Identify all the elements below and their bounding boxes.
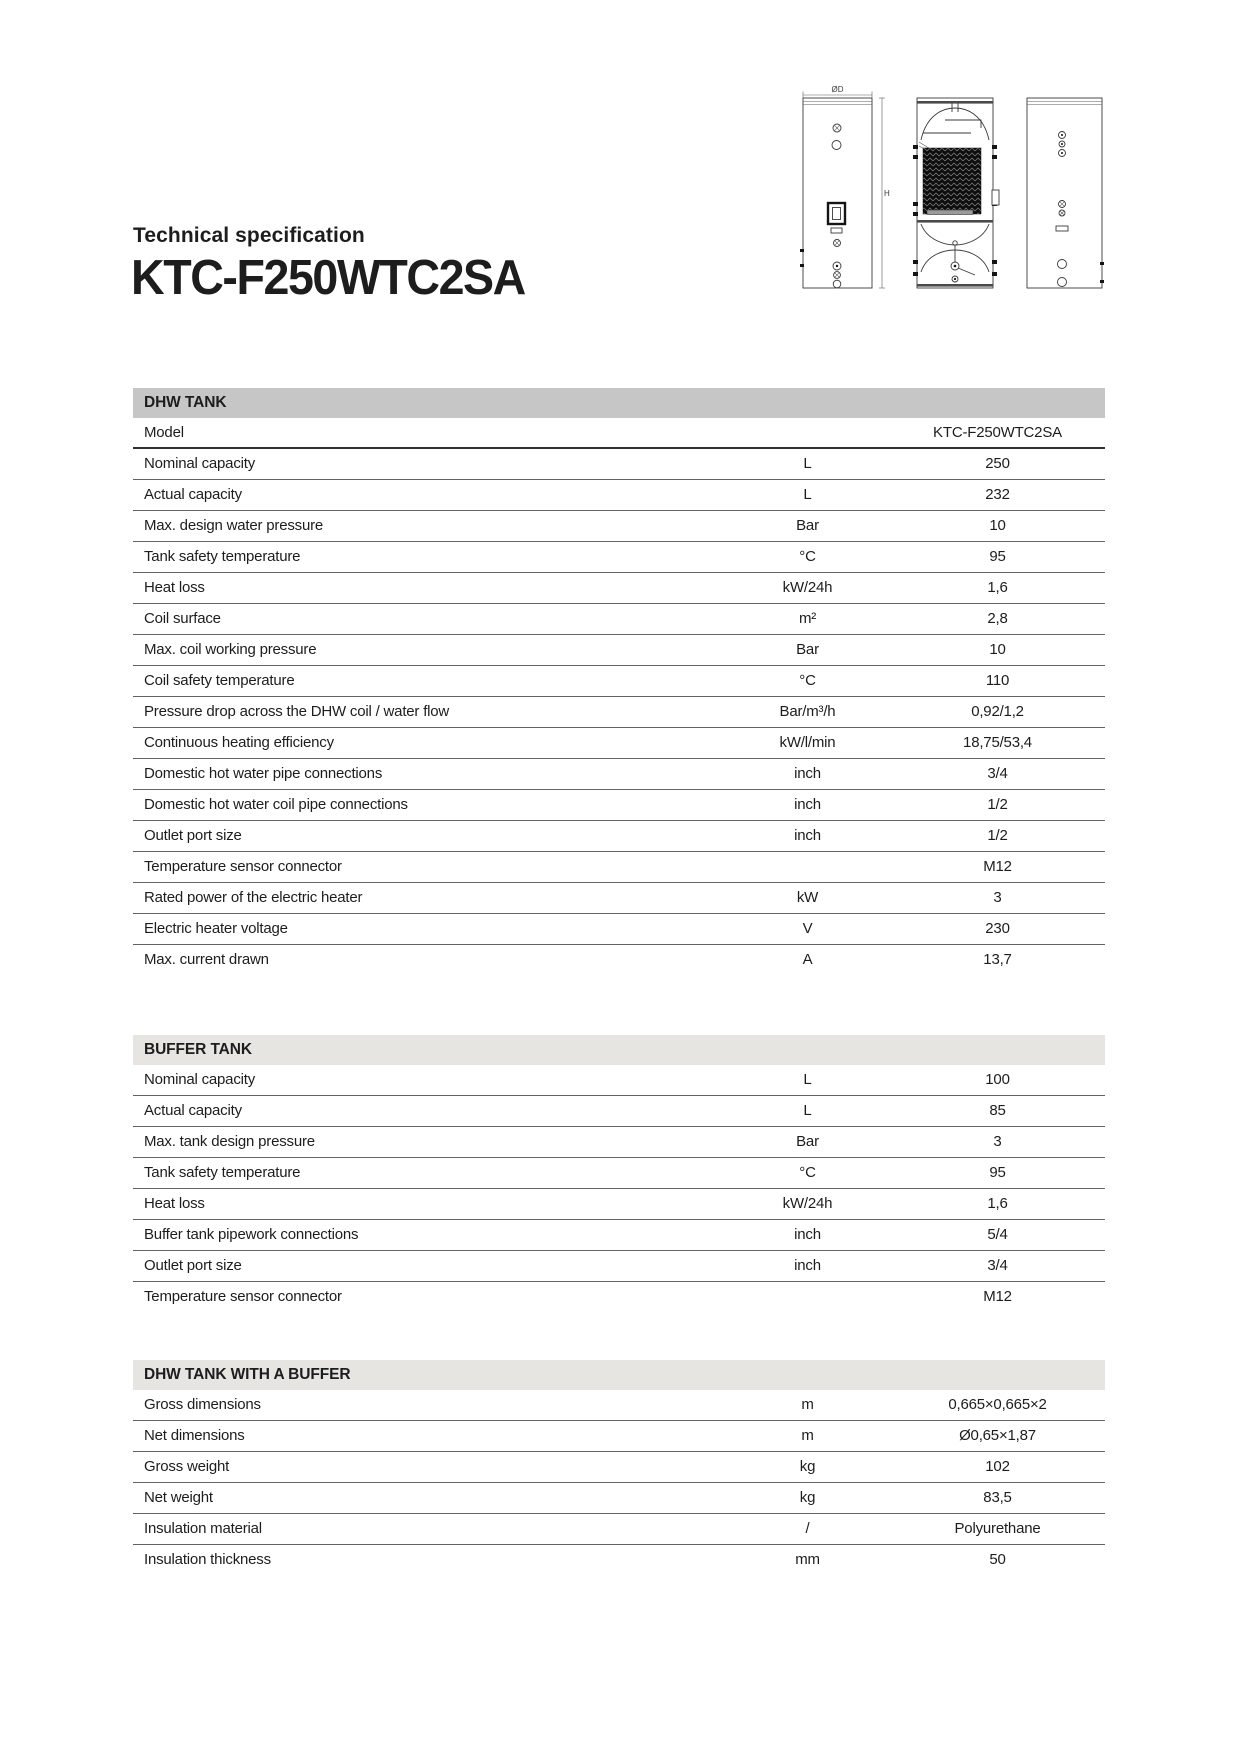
cell-unit: kW/l/min <box>779 734 836 751</box>
cell-unit: L <box>803 455 812 472</box>
cell-value: 1,6 <box>987 579 1008 596</box>
cell-unit <box>725 1282 890 1313</box>
cell-unit: °C <box>799 672 816 689</box>
cell-unit: Bar <box>796 641 819 658</box>
cell-name: Pressure drop across the DHW coil / water flow <box>144 703 450 720</box>
cell-name: Insulation thickness <box>144 1551 271 1568</box>
cell-value: 50 <box>989 1551 1006 1568</box>
table-header: DHW TANK <box>133 388 1105 418</box>
cell-name: Max. design water pressure <box>144 517 324 534</box>
cell-name: Buffer tank pipework connections <box>144 1226 359 1243</box>
cell-name: Electric heater voltage <box>144 920 288 937</box>
cell-value: 0,665×0,665×2 <box>948 1396 1047 1413</box>
cell-unit: / <box>805 1520 810 1537</box>
cell-unit: mm <box>795 1551 820 1568</box>
tank-rear-view <box>1027 98 1104 288</box>
table-row <box>133 418 1105 449</box>
cell-name: Nominal capacity <box>144 455 256 472</box>
cell-value: 2,8 <box>987 610 1008 627</box>
cell-name: Max. tank design pressure <box>144 1133 315 1150</box>
table-row <box>133 480 1105 511</box>
cell-value: 18,75/53,4 <box>963 734 1032 751</box>
table-row <box>133 914 1105 945</box>
tank-front-view <box>800 85 890 288</box>
cell-value: 5/4 <box>987 1226 1008 1243</box>
table-row <box>133 1545 1105 1576</box>
cell-name: Coil safety temperature <box>144 672 295 689</box>
cell-unit: Bar <box>796 1133 819 1150</box>
table-row <box>133 1251 1105 1282</box>
page-title: KTC-F250WTC2SA <box>131 251 525 305</box>
cell-unit <box>725 852 890 882</box>
cell-name: Insulation material <box>144 1520 262 1537</box>
table-row <box>133 790 1105 821</box>
table-row <box>133 1189 1105 1220</box>
table-row <box>133 1065 1105 1096</box>
cell-value: 85 <box>989 1102 1006 1119</box>
cell-unit: kW <box>796 889 819 906</box>
cell-name: Domestic hot water pipe connections <box>144 765 383 782</box>
cell-value: Ø0,65×1,87 <box>959 1427 1036 1444</box>
table-row <box>133 604 1105 635</box>
table-header: BUFFER TANK <box>133 1035 1105 1065</box>
table-row <box>133 1282 1105 1313</box>
cell-unit: L <box>803 1102 812 1119</box>
cell-name: Domestic hot water coil pipe connections <box>144 796 408 813</box>
cell-unit: m <box>801 1427 814 1444</box>
table-row <box>133 883 1105 914</box>
cell-unit: kg <box>799 1458 816 1475</box>
cell-value: M12 <box>983 858 1012 875</box>
cell-name: Temperature sensor connector <box>144 858 342 875</box>
cell-unit: V <box>802 920 813 937</box>
cell-name: Heat loss <box>144 579 205 596</box>
table-section <box>133 388 1105 976</box>
table-section <box>133 1360 1105 1576</box>
table-row <box>133 666 1105 697</box>
table-row <box>133 449 1105 480</box>
cell-name: Continuous heating efficiency <box>144 734 334 751</box>
table-row <box>133 852 1105 883</box>
table-row <box>133 1483 1105 1514</box>
table-row <box>133 1452 1105 1483</box>
cell-value: Polyurethane <box>954 1520 1041 1537</box>
cell-unit: L <box>803 1071 812 1088</box>
table-row <box>133 1390 1105 1421</box>
cell-unit: inch <box>794 765 821 782</box>
cell-name: Coil surface <box>144 610 221 627</box>
cell-unit <box>725 418 890 447</box>
table-row <box>133 1158 1105 1189</box>
cell-unit: °C <box>799 548 816 565</box>
cell-value: 230 <box>985 920 1010 937</box>
table-row <box>133 759 1105 790</box>
table-row <box>133 1421 1105 1452</box>
cell-value: 1/2 <box>987 827 1008 844</box>
diameter-dimension-label: ØD <box>831 85 844 94</box>
cell-value: 3/4 <box>987 1257 1008 1274</box>
spec-tables <box>133 388 1105 1576</box>
cell-value: 250 <box>985 455 1010 472</box>
cell-unit: A <box>802 951 813 968</box>
cell-name: Actual capacity <box>144 486 242 503</box>
cell-name: Gross weight <box>144 1458 230 1475</box>
cell-name: Rated power of the electric heater <box>144 889 363 906</box>
cell-unit: inch <box>794 827 821 844</box>
cell-name: Temperature sensor connector <box>144 1288 342 1305</box>
table-row <box>133 821 1105 852</box>
table-row <box>133 1514 1105 1545</box>
cell-unit: inch <box>794 1257 821 1274</box>
cell-name: Nominal capacity <box>144 1071 256 1088</box>
cell-unit: kW/24h <box>782 1195 833 1212</box>
cell-name: Max. current drawn <box>144 951 269 968</box>
cell-name: Model <box>144 424 184 441</box>
cell-unit: m² <box>798 610 817 627</box>
cell-value: M12 <box>983 1288 1012 1305</box>
cell-name: Max. coil working pressure <box>144 641 317 658</box>
cell-name: Actual capacity <box>144 1102 242 1119</box>
cell-value: 232 <box>985 486 1010 503</box>
cell-unit: L <box>803 486 812 503</box>
cell-name: Heat loss <box>144 1195 205 1212</box>
table-row <box>133 1220 1105 1251</box>
table-row <box>133 1096 1105 1127</box>
page-kicker: Technical specification <box>133 224 365 247</box>
table-header: DHW TANK WITH A BUFFER <box>133 1360 1105 1390</box>
table-row <box>133 635 1105 666</box>
table-row <box>133 697 1105 728</box>
table-row <box>133 728 1105 759</box>
cell-value: 10 <box>989 641 1006 658</box>
cell-name: Tank safety temperature <box>144 1164 301 1181</box>
cell-value: 13,7 <box>983 951 1012 968</box>
table-row <box>133 573 1105 604</box>
cell-value: 95 <box>989 548 1006 565</box>
cell-name: Net weight <box>144 1489 213 1506</box>
cell-value: 102 <box>985 1458 1010 1475</box>
table-row <box>133 945 1105 976</box>
cell-unit: Bar <box>796 517 819 534</box>
cell-value: 3 <box>993 1133 1002 1150</box>
cell-name: Tank safety temperature <box>144 548 301 565</box>
table-section <box>133 1035 1105 1313</box>
cell-unit: Bar/m³/h <box>779 703 836 720</box>
cell-unit: m <box>801 1396 814 1413</box>
cell-value: 83,5 <box>983 1489 1012 1506</box>
cell-name: Gross dimensions <box>144 1396 261 1413</box>
cell-value: 3 <box>993 889 1002 906</box>
cell-unit: °C <box>799 1164 816 1181</box>
cell-name: Outlet port size <box>144 1257 242 1274</box>
cell-unit: kW/24h <box>782 579 833 596</box>
cell-value: 10 <box>989 517 1006 534</box>
cell-value: 0,92/1,2 <box>971 703 1024 720</box>
cell-value: 110 <box>985 672 1010 689</box>
table-row <box>133 542 1105 573</box>
cell-value: 1/2 <box>987 796 1008 813</box>
tank-drawings <box>795 82 1110 294</box>
cell-value: 3/4 <box>987 765 1008 782</box>
tank-cutaway-view <box>913 98 999 288</box>
table-row <box>133 1127 1105 1158</box>
cell-value: 100 <box>985 1071 1010 1088</box>
cell-unit: inch <box>794 1226 821 1243</box>
height-dimension-label: H <box>884 189 890 198</box>
cell-value: 95 <box>989 1164 1006 1181</box>
cell-value: KTC-F250WTC2SA <box>933 424 1062 441</box>
cell-name: Net dimensions <box>144 1427 245 1444</box>
cell-name: Outlet port size <box>144 827 242 844</box>
cell-unit: inch <box>794 796 821 813</box>
cell-value: 1,6 <box>987 1195 1008 1212</box>
table-row <box>133 511 1105 542</box>
cell-unit: kg <box>799 1489 816 1506</box>
